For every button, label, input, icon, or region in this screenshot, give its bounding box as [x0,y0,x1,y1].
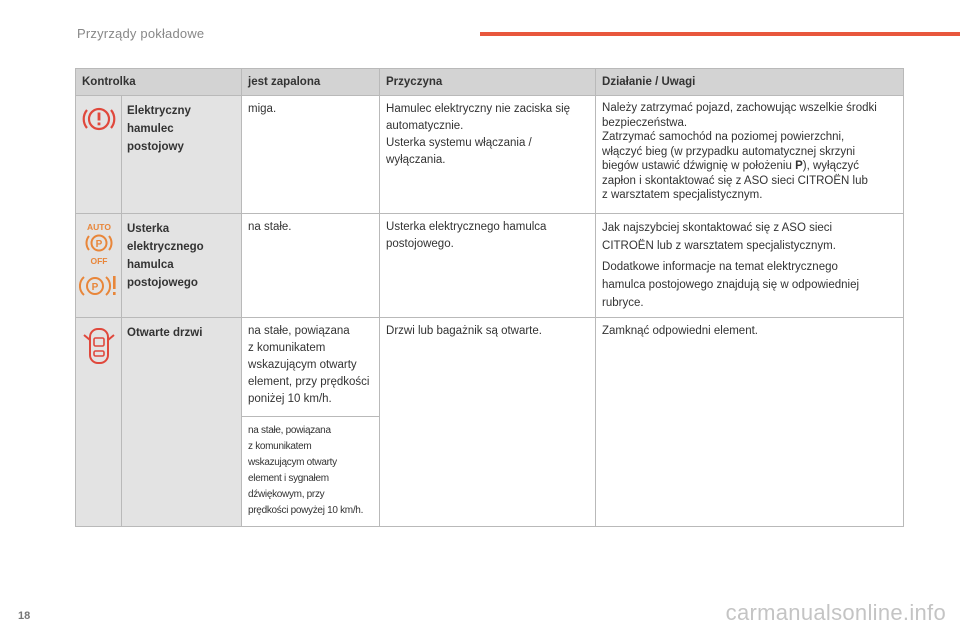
cause-cell [380,214,596,318]
action-line: Jak najszybciej skontaktować się z ASO sieci [602,222,833,234]
action-cell [596,318,904,527]
table-header-row [76,69,904,96]
action-cell [596,214,904,318]
gear-position-p: P [795,160,803,172]
when-line: z komunikatem [248,342,326,354]
action-line: Dodatkowe informacje na temat elektrycznego [602,261,838,273]
header-accent-bar [480,32,960,36]
lamp-name-line: Usterka [127,223,170,235]
table-row [76,318,904,417]
cause-line: wyłączania. [386,154,446,166]
lamp-name-cell [122,96,242,214]
column-header-lamp: Kontrolka [76,69,242,96]
action-line [602,159,897,174]
action-line: włączyć bieg (w przypadku automatycznej skrzyni [602,145,856,158]
cause-line: postojowego. [386,238,454,250]
icon-cell [76,96,122,214]
parking-fault-icon [79,274,119,298]
icon-cell [76,318,122,527]
p-letter-small: P [91,282,98,293]
action-line: Zatrzymać samochód na poziomej powierzchni, [602,131,845,143]
when-line: z komunikatem [248,441,312,452]
when-line: wskazującym otwarty [248,457,337,468]
when-line: prędkości powyżej 10 km/h. [248,505,364,516]
column-header-action: Działanie / Uwagi [596,69,904,96]
cause-cell [380,318,596,527]
off-label: OFF [90,256,107,266]
auto-p-off-icon [81,222,117,266]
brake-warning-icon [81,104,117,134]
p-letter: P [95,239,102,250]
page-number: 18 [18,610,31,622]
cause-line: Usterka elektrycznego hamulca [386,221,547,233]
lamp-name-line: Elektryczny [127,105,191,117]
door-open-icon [83,326,115,366]
when-line: element, przy prędkości [248,376,370,388]
when-cell-secondary [242,417,380,527]
when-line: na stałe, powiązana [248,325,350,337]
when-cell [242,318,380,417]
page-section-title: Przyrządy pokładowe [77,26,205,41]
icon-cell [76,214,122,318]
when-line: na stałe, powiązana [248,425,331,436]
lamp-name-cell [122,214,242,318]
column-header-cause: Przyczyna [380,69,596,96]
cause-text: Drzwi lub bagażnik są otwarte. [386,325,542,337]
lamp-name-line: elektrycznego [127,241,204,253]
when-line: poniżej 10 km/h. [248,393,332,405]
lamp-name-line: postojowego [127,277,198,289]
action-line: hamulca postojowego znajdują się w odpowiedniej [602,279,860,291]
cause-line: Usterka systemu włączania / [386,137,532,149]
table-row [76,96,904,214]
action-text: Zamknąć odpowiedni element. [602,325,758,337]
when-text: miga. [248,103,277,115]
watermark: carmanualsonline.info [725,600,946,625]
action-text: biegów ustawić dźwignię w położeniu [602,160,796,172]
action-line: z warsztatem specjalistycznym. [602,189,763,201]
lamp-name-cell [122,318,242,527]
lamp-name-line: Otwarte drzwi [127,327,203,339]
action-line: Należy zatrzymać pojazd, zachowując wszelkie środki [602,102,877,114]
action-line: bezpieczeństwa. [602,116,688,129]
column-header-when: jest zapalona [242,69,380,96]
cause-line: Hamulec elektryczny nie zaciska się [386,103,571,115]
action-line: CITROËN lub z warsztatem specjalistycznym. [602,240,836,252]
lamp-name-line: hamulec [127,123,174,135]
when-line: element i sygnałem [248,473,329,484]
warning-lamps-table [75,68,904,527]
cause-cell [380,96,596,214]
table-row [76,214,904,318]
action-line: zapłon i skontaktować się z ASO sieci CITROËN lub [602,174,868,187]
action-text: ), wyłączyć [802,160,859,172]
when-cell [242,214,380,318]
when-line: dźwiękowym, przy [248,489,325,500]
auto-label: AUTO [86,222,111,232]
lamp-name-line: hamulca [127,259,174,271]
when-line: wskazującym otwarty [248,359,357,371]
when-cell [242,96,380,214]
cause-line: automatycznie. [386,120,464,132]
lamp-name-line: postojowy [127,141,184,153]
when-text: na stałe. [248,221,292,233]
action-cell [596,96,904,214]
action-line: rubryce. [602,297,644,309]
